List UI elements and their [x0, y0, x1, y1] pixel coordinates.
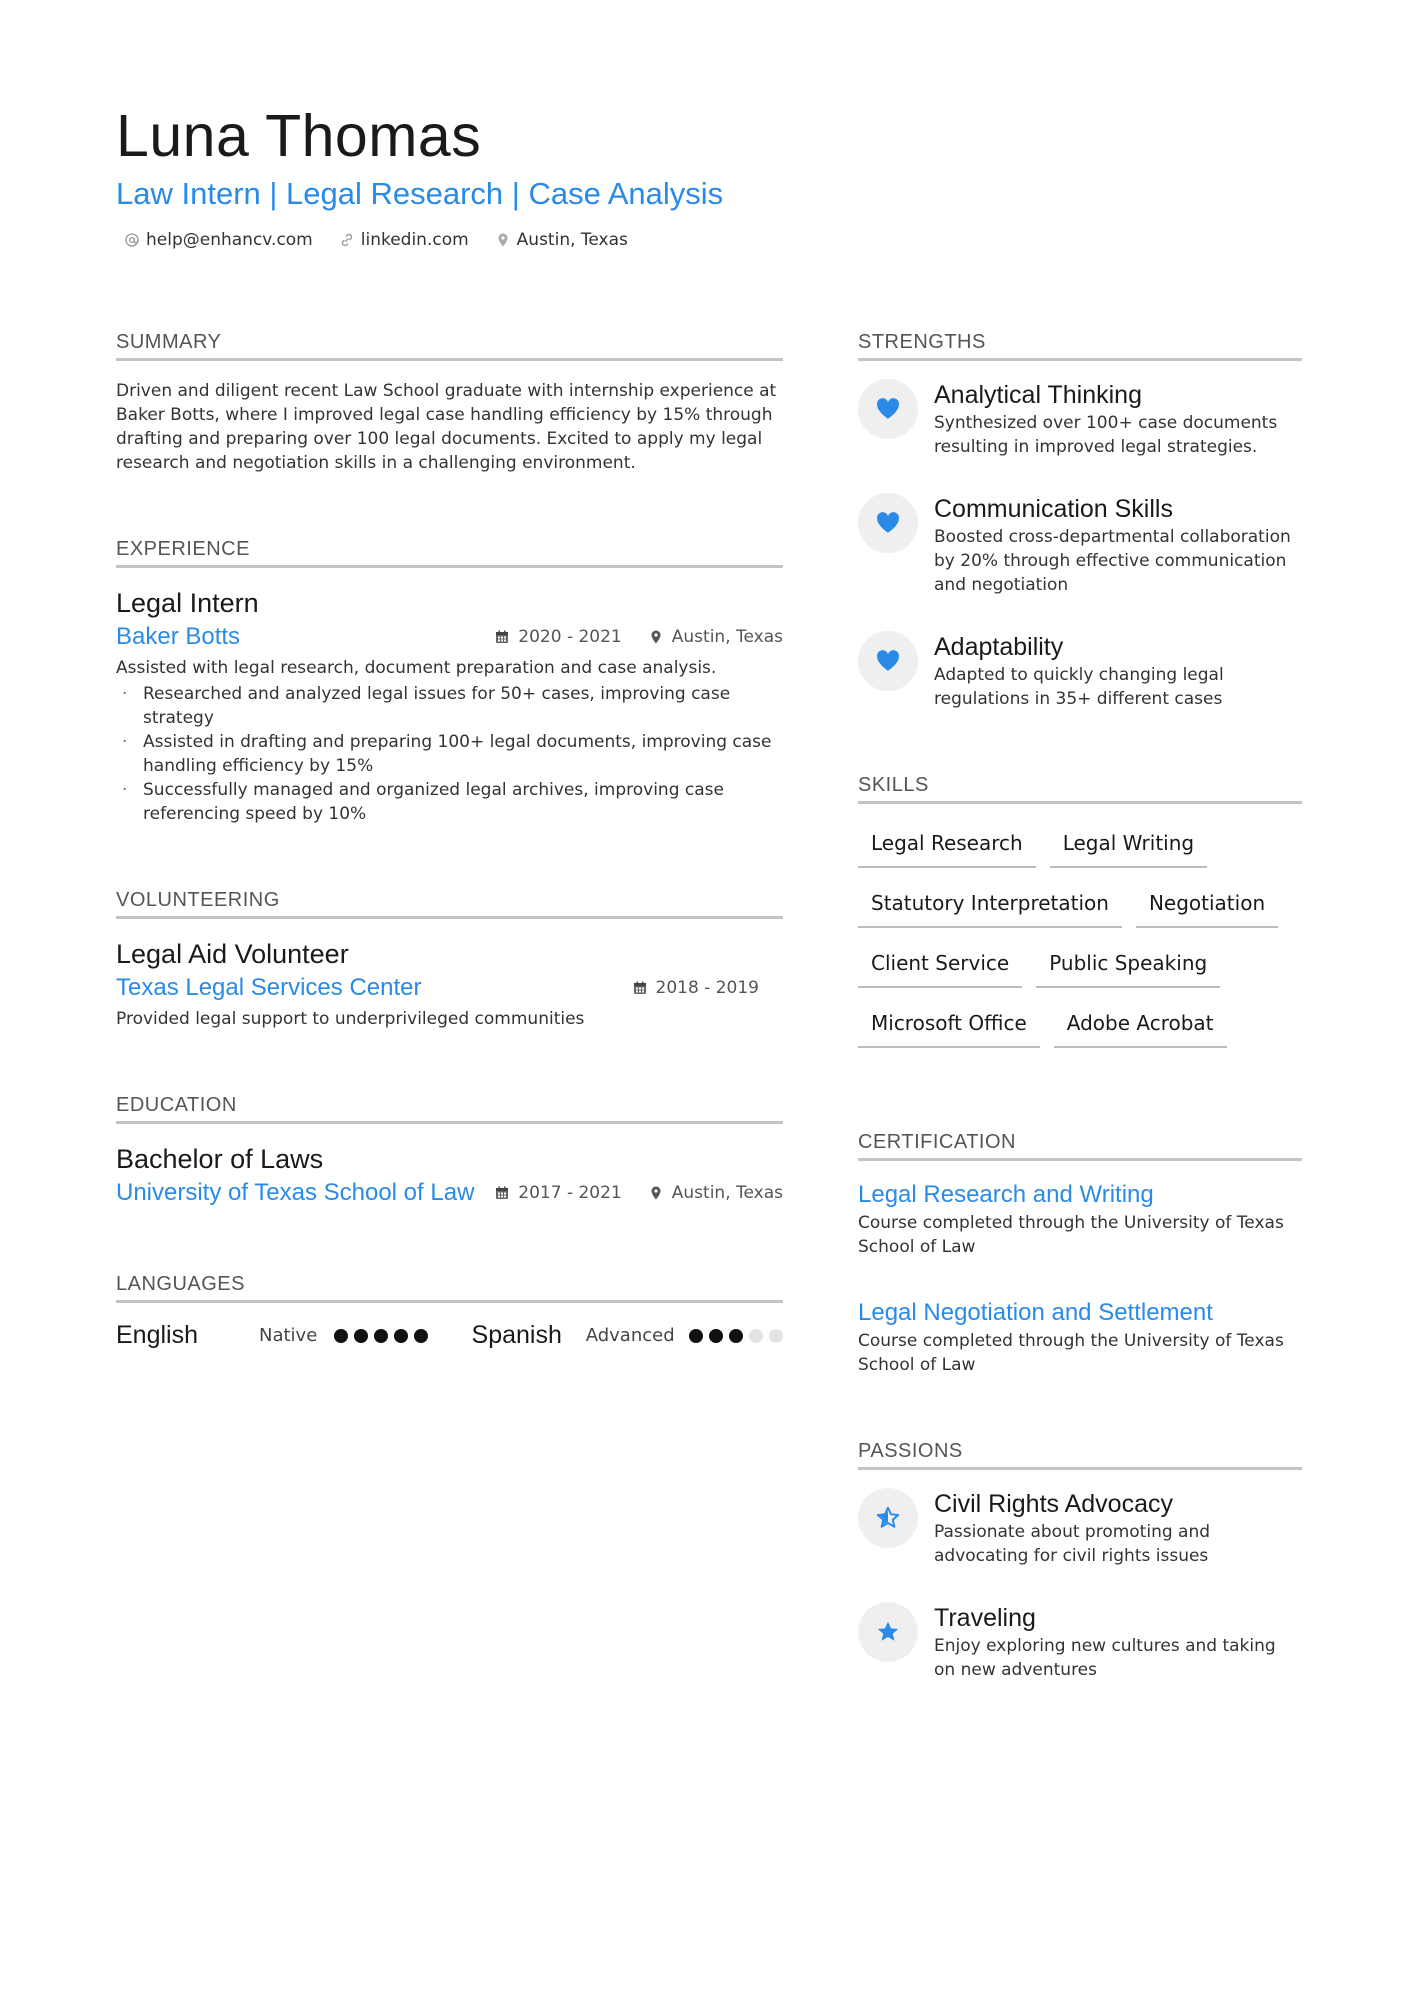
rating-dot-empty: [769, 1329, 783, 1343]
right-column: [858, 330, 1302, 1682]
certification-item: [858, 1179, 1302, 1259]
heart-icon: [858, 493, 918, 553]
skills-list: [858, 828, 1302, 1048]
section-title: EDUCATION: [116, 1093, 783, 1124]
contact-location: [495, 230, 628, 250]
passion-desc: Enjoy exploring new cultures and taking on new adventures: [934, 1636, 1276, 1680]
candidate-title: Law Intern | Legal Research | Case Analysis: [116, 176, 724, 211]
experience-dates: [494, 627, 621, 647]
passion-item: [858, 1488, 1302, 1568]
calendar-icon: [494, 1185, 510, 1201]
strength-desc: Adapted to quickly changing legal regulations in 35+ different cases: [934, 665, 1224, 709]
language-level: Advanced: [585, 1325, 675, 1346]
volunteering-dates: [632, 978, 759, 998]
experience-description: Assisted with legal research, document preparation and case analysis.: [116, 658, 717, 678]
strength-title: Analytical Thinking: [934, 381, 1142, 409]
education-org-row: [116, 1176, 783, 1210]
skill-tag: Public Speaking: [1036, 948, 1220, 988]
skills-section: [858, 773, 1302, 1048]
education-section: [116, 1093, 783, 1210]
certification-title: Legal Research and Writing: [858, 1181, 1154, 1208]
heart-icon: [858, 631, 918, 691]
skill-tag: Legal Writing: [1050, 828, 1207, 868]
rating-dot-filled: [414, 1329, 428, 1343]
strength-item: [858, 379, 1302, 459]
passions-section: [858, 1439, 1302, 1682]
rating-dot-empty: [749, 1329, 763, 1343]
experience-company: Baker Botts: [116, 623, 241, 650]
volunteering-meta: [632, 978, 783, 998]
calendar-icon: [494, 629, 510, 645]
experience-org-row: [116, 620, 783, 654]
certification-title: Legal Negotiation and Settlement: [858, 1299, 1213, 1326]
strength-title: Communication Skills: [934, 495, 1173, 523]
experience-role: Legal Intern: [116, 588, 259, 618]
strength-title: Adaptability: [934, 633, 1064, 661]
skill-tag: Client Service: [858, 948, 1022, 988]
passion-title: Civil Rights Advocacy: [934, 1490, 1173, 1518]
certification-desc: Course completed through the University of Texas School of Law: [858, 1213, 1284, 1257]
rating-dot-filled: [394, 1329, 408, 1343]
passion-desc: Passionate about promoting and advocating for civil rights issues: [934, 1522, 1211, 1566]
strength-item: [858, 631, 1302, 711]
linkedin-text: linkedin.com: [360, 230, 469, 250]
star-outline-icon: [858, 1488, 918, 1548]
language-level: Native: [259, 1325, 318, 1346]
heart-icon: [858, 379, 918, 439]
education-location: [648, 1183, 783, 1203]
education-meta: [494, 1183, 783, 1203]
section-title: PASSIONS: [858, 1439, 1302, 1470]
certification-desc: Course completed through the University of Texas School of Law: [858, 1331, 1284, 1375]
section-title: STRENGTHS: [858, 330, 1302, 361]
volunteering-entry: [116, 937, 783, 1031]
location-pin-icon: [648, 629, 664, 645]
star-icon: [858, 1602, 918, 1662]
passion-title: Traveling: [934, 1604, 1036, 1632]
languages-section: [116, 1272, 783, 1350]
volunteering-org-row: [116, 971, 783, 1005]
language-rating: [689, 1329, 783, 1343]
rating-dot-filled: [689, 1329, 703, 1343]
volunteering-org: Texas Legal Services Center: [116, 974, 422, 1001]
experience-bullets: [116, 682, 783, 826]
skill-tag: Microsoft Office: [858, 1008, 1040, 1048]
left-column: [116, 330, 783, 1350]
strength-desc: Synthesized over 100+ case documents resulting in improved legal strategies.: [934, 413, 1278, 457]
section-title: VOLUNTEERING: [116, 888, 783, 919]
experience-entry: [116, 586, 783, 826]
language-name: Spanish: [471, 1321, 562, 1349]
languages-row: [116, 1321, 783, 1350]
certification-section: [858, 1130, 1302, 1377]
experience-location: [648, 627, 783, 647]
experience-section: [116, 537, 783, 826]
list-item: · Researched and analyzed legal issues for 50+ cases, improving case strategy: [116, 682, 783, 730]
section-title: SUMMARY: [116, 330, 783, 361]
rating-dot-filled: [354, 1329, 368, 1343]
experience-meta: [494, 627, 783, 647]
calendar-icon: [632, 980, 648, 996]
dates-text: 2020 - 2021: [518, 627, 622, 647]
skill-tag: Statutory Interpretation: [858, 888, 1122, 928]
summary-section: [116, 330, 783, 475]
rating-dot-filled: [709, 1329, 723, 1343]
location-text: Austin, Texas: [671, 1183, 783, 1203]
at-icon: [124, 232, 140, 248]
candidate-name: Luna Thomas: [116, 103, 482, 169]
dates-text: 2018 - 2019: [655, 978, 759, 998]
email-text: help@enhancv.com: [146, 230, 313, 250]
volunteering-section: [116, 888, 783, 1031]
strength-item: [858, 493, 1302, 597]
resume-header: [116, 100, 1296, 250]
certification-item: [858, 1297, 1302, 1377]
contact-linkedin[interactable]: [339, 230, 469, 250]
list-item: · Assisted in drafting and preparing 100+ legal documents, improving case handling efficiency by 15%: [116, 730, 783, 778]
volunteering-role: Legal Aid Volunteer: [116, 939, 349, 969]
contact-email[interactable]: [124, 230, 313, 250]
skill-tag: Negotiation: [1136, 888, 1278, 928]
passion-item: [858, 1602, 1302, 1682]
dates-text: 2017 - 2021: [518, 1183, 622, 1203]
section-title: EXPERIENCE: [116, 537, 783, 568]
location-text: Austin, Texas: [671, 627, 783, 647]
rating-dot-filled: [374, 1329, 388, 1343]
link-icon: [339, 232, 355, 248]
skill-tag: Legal Research: [858, 828, 1036, 868]
section-title: LANGUAGES: [116, 1272, 783, 1303]
location-pin-icon: [495, 232, 511, 248]
volunteering-description: Provided legal support to underprivileged communities: [116, 1009, 585, 1029]
education-school: University of Texas School of Law: [116, 1179, 475, 1206]
list-item: · Successfully managed and organized legal archives, improving case referencing speed by 10%: [116, 778, 783, 826]
location-text: Austin, Texas: [516, 230, 628, 250]
rating-dot-filled: [729, 1329, 743, 1343]
rating-dot-filled: [334, 1329, 348, 1343]
contact-bar: [116, 230, 1296, 250]
education-entry: [116, 1142, 783, 1210]
section-title: SKILLS: [858, 773, 1302, 804]
section-title: CERTIFICATION: [858, 1130, 1302, 1161]
location-pin-icon: [648, 1185, 664, 1201]
summary-text: Driven and diligent recent Law School graduate with internship experience at Baker Botts, where I improved legal case handling efficiency by 15% through drafting and preparing over 100 legal documents. Excited to apply my legal research and negotiation skills in a challenging environment.: [116, 381, 777, 473]
language-name: English: [116, 1321, 198, 1349]
strength-desc: Boosted cross-departmental collaboration by 20% through effective communication and negotiation: [934, 527, 1291, 595]
education-degree: Bachelor of Laws: [116, 1144, 324, 1174]
skill-tag: Adobe Acrobat: [1054, 1008, 1227, 1048]
strengths-section: [858, 330, 1302, 711]
language-rating: [334, 1329, 471, 1343]
education-dates: [494, 1183, 621, 1203]
